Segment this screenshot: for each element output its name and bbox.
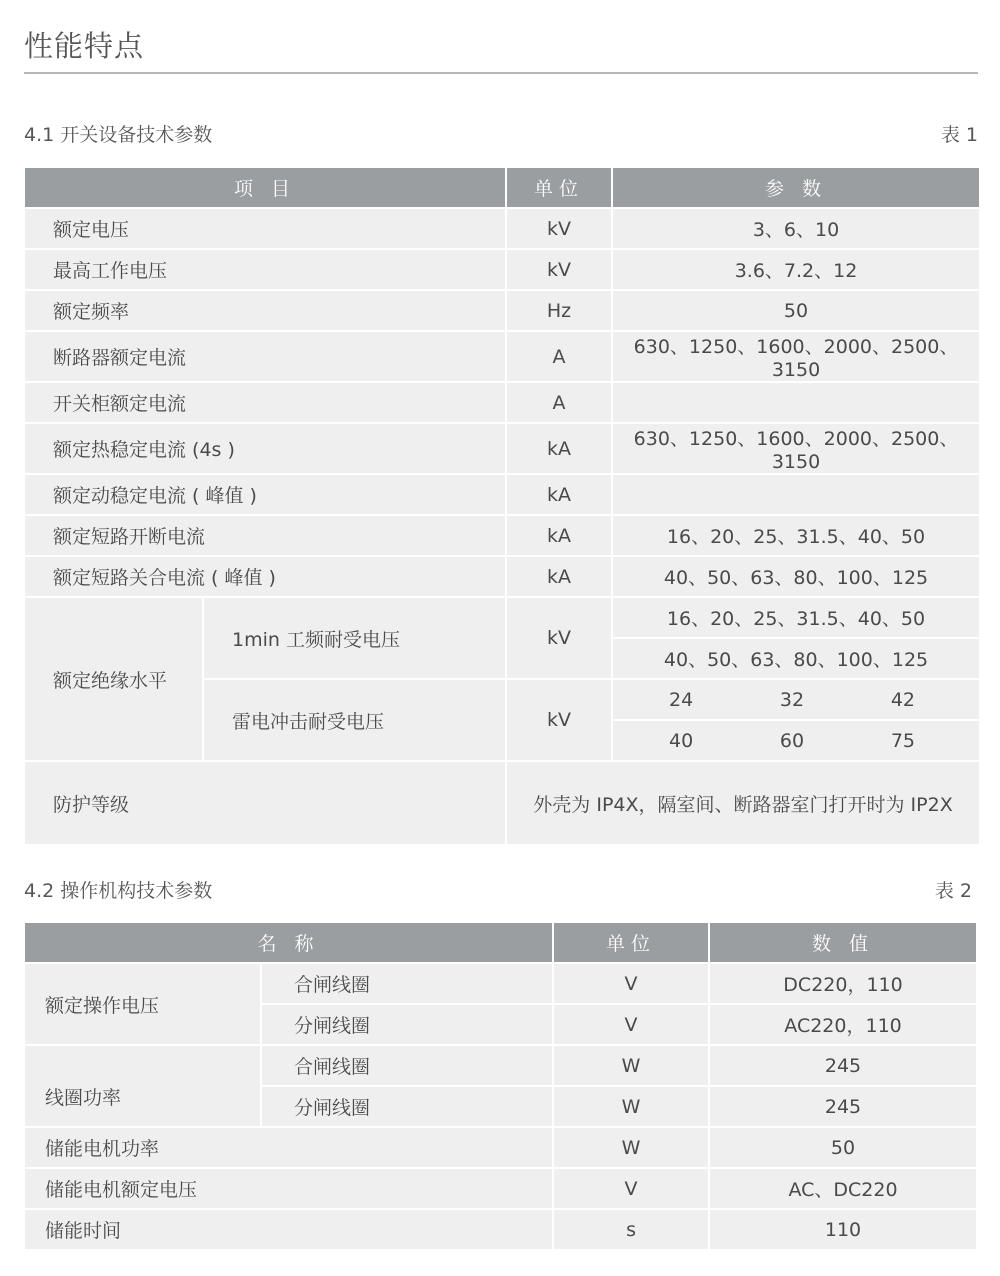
switchgear-parameters-table [23,166,981,846]
lightning-label: 雷电冲击耐受电压 [203,679,506,761]
row-name: 储能电机功率 [24,1127,553,1168]
row-value: 40、50、63、80、100、125 [612,556,980,597]
row-unit: V [553,963,709,1004]
header-value: 数 值 [709,922,977,963]
lightning-values-row-1 [612,679,980,720]
table-row [24,423,980,474]
table-row-insulation [24,597,980,638]
protection-value: 外壳为 IP4X，隔室间、断路器室门打开时为 IP2X [506,761,980,845]
protection-item: 防护等级 [24,761,506,845]
power-freq-unit: kV [506,597,612,679]
table-row [24,556,980,597]
row-unit: kA [506,474,612,515]
section-2-heading: 4.2 操作机构技术参数 [24,880,213,902]
row-item: 额定短路开断电流 [24,515,506,556]
operating-mechanism-table [23,921,978,1251]
table-2-label: 表 2 [934,880,972,902]
table-row [24,249,980,290]
power-freq-value-2: 40、50、63、80、100、125 [612,638,980,679]
sub-name: 分闸线圈 [261,1086,553,1127]
table-row [24,1045,977,1086]
table-row-protection [24,761,980,845]
row-unit: kA [506,556,612,597]
row-value: 630、1250、1600、2000、2500、3150 [612,331,980,382]
table-row [24,208,980,249]
row-value [612,382,980,423]
sub-name: 合闸线圈 [261,963,553,1004]
row-unit: s [553,1209,709,1250]
row-item: 断路器额定电流 [24,331,506,382]
row-unit: kA [506,515,612,556]
row-value: AC220，110 [709,1004,977,1045]
lightning-value: 32 [779,688,805,711]
row-value: 50 [709,1127,977,1168]
row-unit: Hz [506,290,612,331]
table-row [24,963,977,1004]
row-value: 630、1250、1600、2000、2500、3150 [612,423,980,474]
lightning-value: 40 [669,729,694,752]
header-unit: 单位 [553,922,709,963]
row-unit: kV [506,208,612,249]
table-header-row [24,167,980,208]
table-1-label: 表 1 [940,124,978,146]
lightning-value: 75 [890,729,916,752]
row-unit: V [553,1004,709,1045]
row-unit: W [553,1045,709,1086]
header-value: 参 数 [612,167,980,208]
table-row [24,382,980,423]
table-row [24,1168,977,1209]
row-name: 储能时间 [24,1209,553,1250]
row-item: 最高工作电压 [24,249,506,290]
row-item: 额定电压 [24,208,506,249]
lightning-value: 24 [669,688,694,711]
group-name: 线圈功率 [24,1045,261,1127]
page-title: 性能特点 [24,29,145,63]
power-freq-label: 1min 工频耐受电压 [203,597,506,679]
table-row [24,1127,977,1168]
sub-name: 分闸线圈 [261,1004,553,1045]
lightning-value: 42 [890,688,916,711]
table-header-row [24,922,977,963]
row-value: AC、DC220 [709,1168,977,1209]
group-name: 额定操作电压 [24,963,261,1045]
row-value: 245 [709,1045,977,1086]
row-item: 额定频率 [24,290,506,331]
insulation-item: 额定绝缘水平 [24,597,203,761]
header-name: 名 称 [24,922,553,963]
lightning-values-row-2 [612,720,980,761]
sub-name: 合闸线圈 [261,1045,553,1086]
table-row [24,290,980,331]
row-item: 额定热稳定电流 (4s ) [24,423,506,474]
row-item: 额定动稳定电流 ( 峰值 ) [24,474,506,515]
row-value [612,474,980,515]
lightning-value: 60 [779,729,805,752]
section-1-heading: 4.1 开关设备技术参数 [24,124,213,146]
header-item: 项 目 [24,167,506,208]
table-row [24,474,980,515]
row-unit: A [506,331,612,382]
table-row [24,515,980,556]
row-unit: A [506,382,612,423]
row-value: DC220，110 [709,963,977,1004]
row-value: 110 [709,1209,977,1250]
row-unit: W [553,1086,709,1127]
table-row [24,331,980,382]
row-unit: kV [506,249,612,290]
row-name: 储能电机额定电压 [24,1168,553,1209]
table-row [24,1209,977,1250]
row-value: 50 [612,290,980,331]
row-value: 3.6、7.2、12 [612,249,980,290]
header-unit: 单位 [506,167,612,208]
row-unit: W [553,1127,709,1168]
power-freq-value-1: 16、20、25、31.5、40、50 [612,597,980,638]
row-unit: kA [506,423,612,474]
title-divider [24,72,978,74]
row-item: 额定短路关合电流 ( 峰值 ) [24,556,506,597]
row-value: 245 [709,1086,977,1127]
row-item: 开关柜额定电流 [24,382,506,423]
row-value: 3、6、10 [612,208,980,249]
lightning-unit: kV [506,679,612,761]
row-value: 16、20、25、31.5、40、50 [612,515,980,556]
row-unit: V [553,1168,709,1209]
